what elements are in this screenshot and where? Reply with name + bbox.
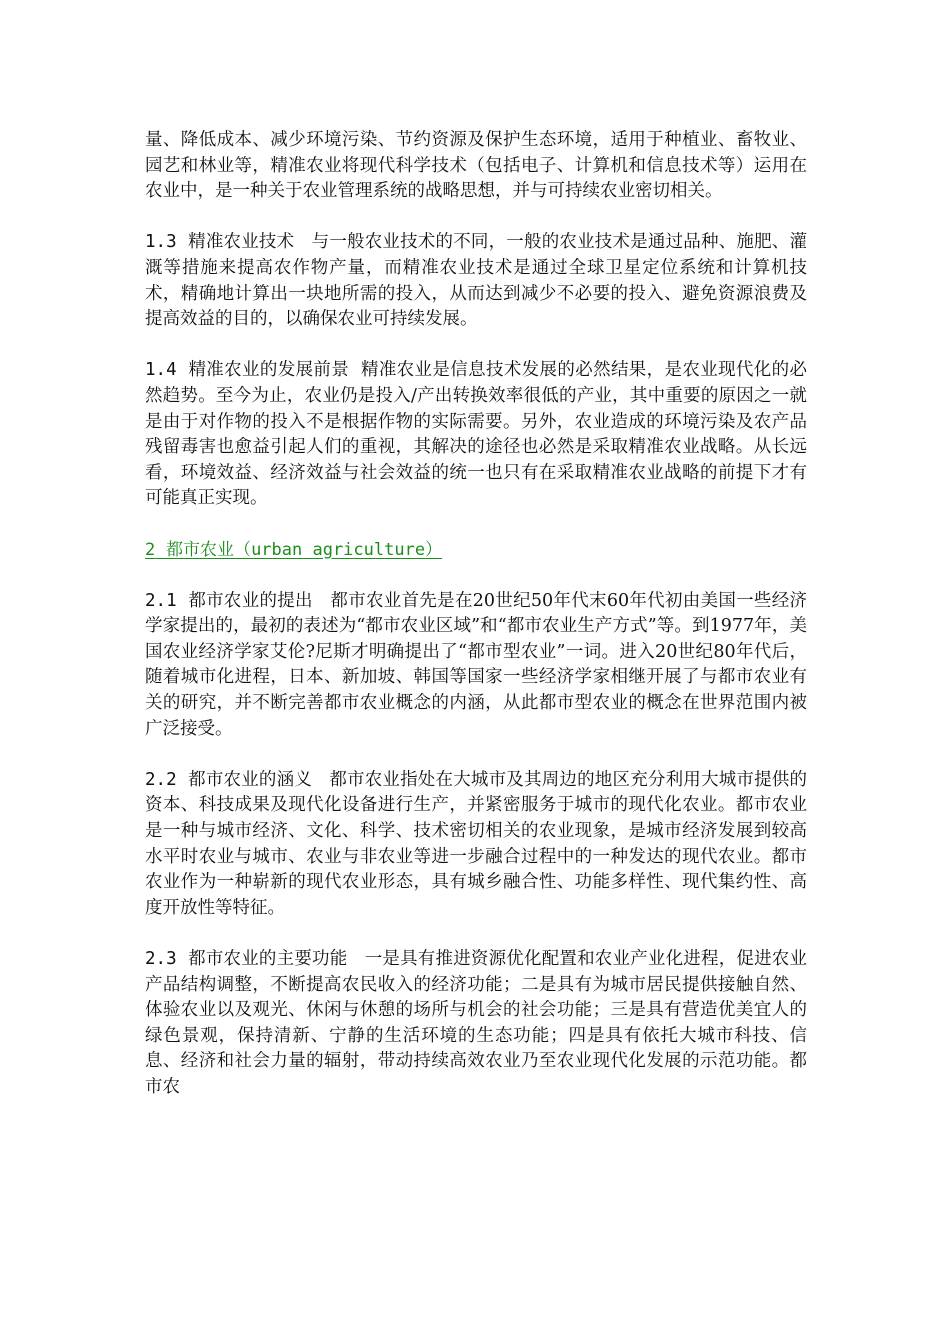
paragraph-2-2 bbox=[145, 768, 807, 922]
paragraph-text: 量、降低成本、减少环境污染、节约资源及保护生态环境，适用于种植业、畜牧业、园艺和林业等，精准农业将现代科学技术（包括电子、计算机和信息技术等）运用在农业中，是一种关于农业管理系统的战略思想，并与可持续农业密切相关。 bbox=[145, 130, 807, 202]
paragraph-text: 精准农业技术 与一般农业技术的不同，一般的农业技术是通过品种、施肥、灌溉等措施来提高农作物产量，而精准农业技术是通过全球卫星定位系统和计算机技术，精确地计算出一块地所需的投入，从而达到减少不必要的投入、避免资源浪费及提高效益的目的，以确保农业可持续发展。 bbox=[145, 232, 807, 330]
section-number: 1.4 bbox=[145, 360, 177, 381]
paragraph-2-1 bbox=[145, 589, 807, 743]
paragraph-precision-agriculture-definition bbox=[145, 128, 807, 205]
section-2-heading-link[interactable] bbox=[145, 538, 807, 564]
paragraph-2-3 bbox=[145, 947, 807, 1101]
section-number: 2.3 bbox=[145, 949, 177, 969]
heading-title-en: urban agriculture bbox=[251, 539, 426, 560]
heading-title-end: ） bbox=[425, 539, 443, 560]
paragraph-text: 都市农业的提出 都市农业首先是在20世纪50年代末60年代初由美国一些经济学家提出的，最初的表述为“都市农业区域”和“都市农业生产方式”等。到1977年，美国农业经济学家艾伦?尼斯才明确提出了“都市型农业”一词。进入20世纪80年代后，随着城市化进程，日本、新加坡、韩国等国家一些经济学家相继开展了与都市农业有关的研究，并不断完善都市农业概念的内涵，从此都市型农业的概念在世界范围内被广泛接受。 bbox=[145, 590, 807, 739]
paragraph-1-3 bbox=[145, 230, 807, 332]
section-number: 2.2 bbox=[145, 769, 177, 790]
heading-title-cn: 都市农业（ bbox=[155, 539, 252, 560]
section-number: 2.1 bbox=[145, 590, 177, 611]
paragraph-1-4 bbox=[145, 358, 807, 512]
paragraph-text: 都市农业的涵义 都市农业指处在大城市及其周边的地区充分利用大城市提供的资本、科技成果及现代化设备进行生产，并紧密服务于城市的现代化农业。都市农业是一种与城市经济、文化、科学、技术密切相关的农业现象，是城市经济发展到较高水平时农业与城市、农业与非农业等进一步融合过程中的一种发达的现代农业。都市农业作为一种崭新的现代农业形态，具有城乡融合性、功能多样性、现代集约性、高度开放性等特征。 bbox=[145, 769, 807, 918]
paragraph-text: 精准农业的发展前景 精准农业是信息技术发展的必然结果，是农业现代化的必然趋势。至今为止，农业仍是投入/产出转换效率很低的产业，其中重要的原因之一就是由于对作物的投入不是根据作物的实际需要。另外，农业造成的环境污染及农产品残留毒害也愈益引起人们的重视，其解决的途径也必然是采取精准农业战略。从长远看，环境效益、经济效益与社会效益的统一也只有在采取精准农业战略的前提下才有可能真正实现。 bbox=[145, 360, 807, 509]
heading-number: 2 bbox=[145, 539, 156, 560]
document-page bbox=[145, 128, 807, 1126]
section-number: 1.3 bbox=[145, 232, 177, 253]
paragraph-text: 都市农业的主要功能 一是具有推进资源优化配置和农业产业化进程，促进农业产品结构调整，不断提高农民收入的经济功能；二是具有为城市居民提供接触自然、体验农业以及观光、休闲与休憩的场所与机会的社会功能；三是具有营造优美宜人的绿色景观，保持清新、宁静的生活环境的生态功能；四是具有依托大城市科技、信息、经济和社会力量的辐射，带动持续高效农业乃至农业现代化发展的示范功能。都市农 bbox=[145, 949, 807, 1097]
